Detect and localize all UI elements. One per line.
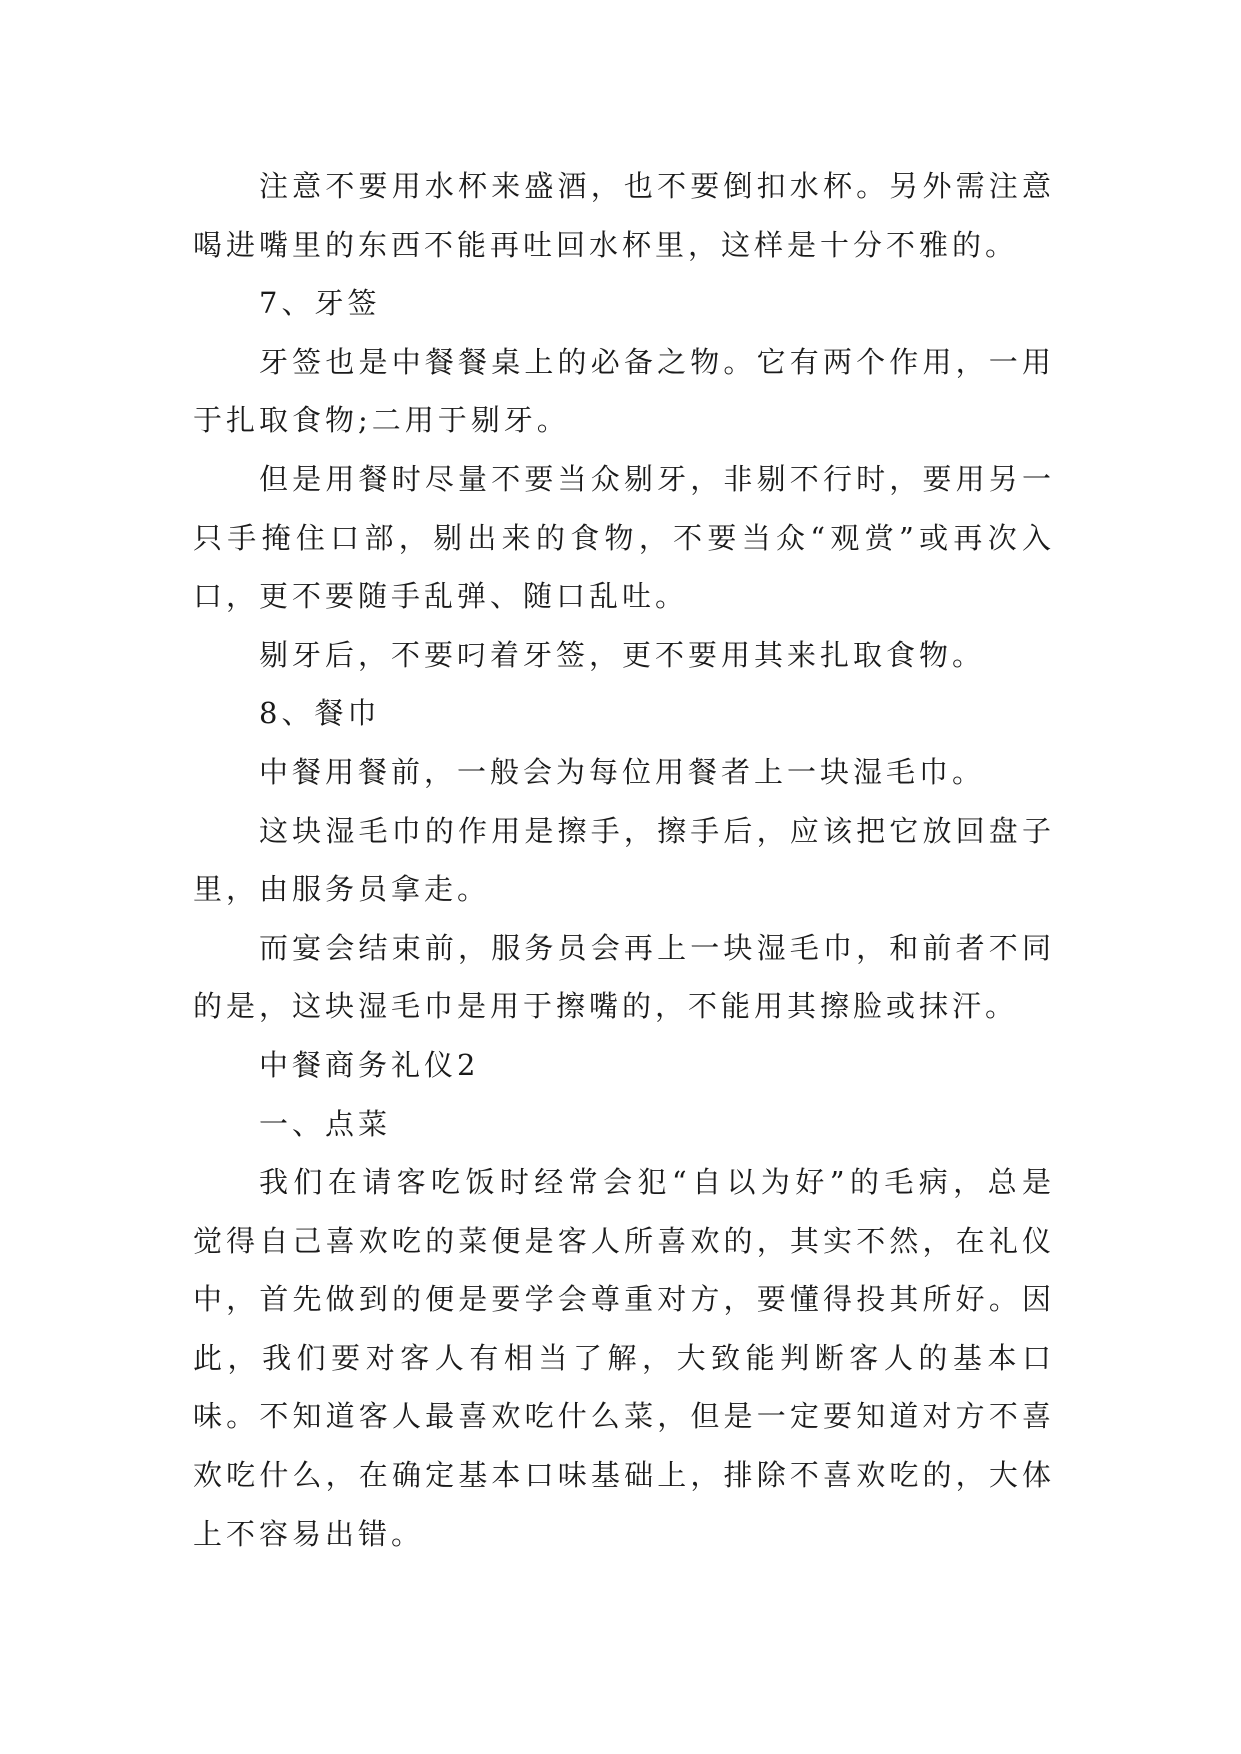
paragraph-wet-towel: 中餐用餐前，一般会为每位用餐者上一块湿毛巾。 xyxy=(259,754,986,789)
section-heading-ordering: 一、点菜 xyxy=(259,1106,392,1141)
paragraph-towel-purpose: 这块湿毛巾的作用是擦手，擦手后，应该把它放回盘子里，由服务员拿走。 xyxy=(193,813,1055,907)
document-body xyxy=(193,157,1055,1563)
paragraph-toothpick-uses: 牙签也是中餐餐桌上的必备之物。它有两个作用，一用于扎取食物;二用于剔牙。 xyxy=(193,344,1055,438)
paragraph-after-toothpick: 剔牙后，不要叼着牙签，更不要用其来扎取食物。 xyxy=(259,637,986,672)
paragraph-toothpick-manners: 但是用餐时尽量不要当众剔牙，非剔不行时，要用另一只手掩住口部，剔出来的食物，不要当众“观赏”或再次入口，更不要随手乱弹、随口乱吐。 xyxy=(193,461,1055,614)
article-title: 中餐商务礼仪2 xyxy=(259,1047,480,1082)
paragraph-second-towel: 而宴会结束前，服务员会再上一块湿毛巾，和前者不同的是，这块湿毛巾是用于擦嘴的，不能用其擦脸或抹汗。 xyxy=(193,930,1055,1024)
paragraph-water-cup: 注意不要用水杯来盛酒，也不要倒扣水杯。另外需注意喝进嘴里的东西不能再吐回水杯里，这样是十分不雅的。 xyxy=(193,169,1055,262)
section-heading-toothpick: 7、牙签 xyxy=(259,286,381,321)
paragraph-ordering: 我们在请客吃饭时经常会犯“自以为好”的毛病，总是觉得自己喜欢吃的菜便是客人所喜欢的，其实不然，在礼仪中，首先做到的便是要学会尊重对方，要懂得投其所好。因此，我们要对客人有相当了解，大致能判断客人的基本口味。不知道客人最喜欢吃什么菜，但是一定要知道对方不喜欢吃什么，在确定基本口味基础上，排除不喜欢吃的，大体上不容易出错。 xyxy=(193,1165,1055,1551)
section-heading-napkin: 8、餐巾 xyxy=(259,696,381,731)
